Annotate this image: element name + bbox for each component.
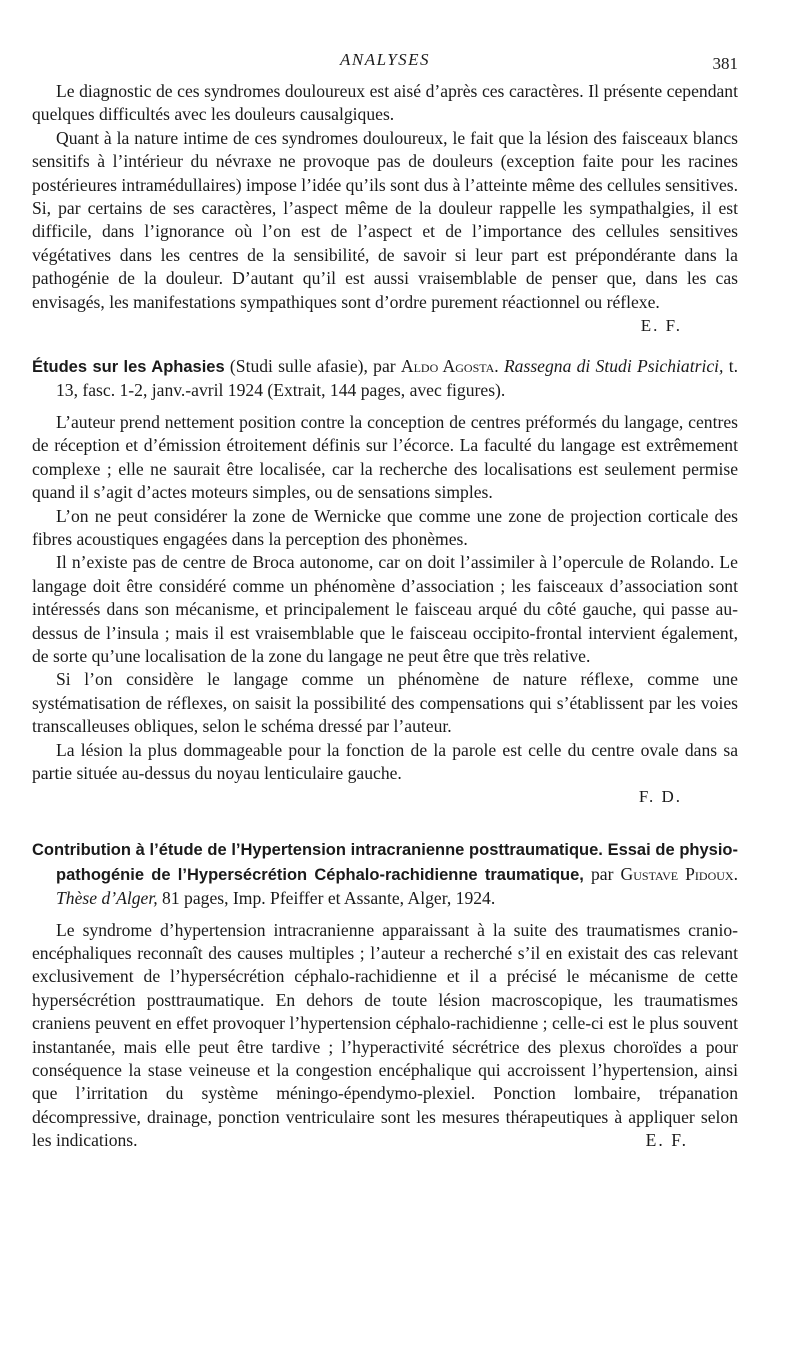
article-details: t. 13, fasc. 1-2, janv.-avril 1924 (Extrait, 144 pages, avec figures).: [56, 356, 738, 401]
signature: E. F.: [640, 316, 682, 336]
article-title-bold: Études sur les Aphasies: [32, 358, 225, 377]
section-continuation: [32, 80, 738, 337]
page-header: [32, 50, 738, 80]
body-paragraph-text: Le syndrome d’hypertension intracranienne apparaissant à la suite des traumatismes cranio-encéphaliques reconnaît des causes multiples ; l’auteur a recherché s’il en existait des cas relevant exclusivement de l’hypersécrétion céphalo-rachidienne et il a précisé le mécanisme de cette hypersécrétion posttraumatique. En dehors de toute lésion macroscopique, les traumatismes craniens peuvent en effet provoquer l’hypertension céphalo-rachidienne ; celle-ci est le plus souvent instantanée, mais elle peut être tardive ; l’hyperactivité sécrétrice des plexus choroïdes a pour conséquence la stase veineuse et la congestion encéphalique qui accroissent l’hypertension, ainsi que l’irritation du système méningo-épendymo-plexiel. Ponction lombaire, trépanation décompressive, drainage, ponction ventriculaire sont les mesures thérapeutiques à appliquer selon les indications.: [32, 919, 738, 1151]
body-paragraph: Si l’on considère le langage comme un phénomène de nature réflexe, comme une systématisation de réflexes, on saisit la possibilité des compensations qui s’établissent par les voies transcalleuses obliques, selon le schéma dressé par l’auteur.: [32, 669, 738, 737]
article-journal: Rassegna di Studi Psichiatrici,: [503, 356, 724, 377]
page-number: 381: [712, 54, 738, 73]
article-title-rest: par: [590, 863, 614, 884]
article-author: Gustave Pidoux.: [620, 863, 738, 884]
body-paragraph: Le diagnostic de ces syndromes douloureux est aisé d’après ces caractères. Il présente cependant quelques difficultés avec les douleurs causalgiques.: [32, 81, 738, 125]
page: [32, 50, 738, 1153]
article-thesis: Thèse d’Alger,: [56, 888, 158, 909]
article-title-bold: Contribution à l’étude de l’Hypertension intracranienne posttraumatique. Essai de physio-pathogénie de l’Hypersécrétion Céphalo-rachidienne traumatique,: [32, 841, 738, 884]
body-paragraph: L’on ne peut considérer la zone de Wernicke que comme une zone de projection corticale des fibres acoustiques engagées dans la perception des phonèmes.: [32, 505, 738, 549]
article-title: [32, 838, 738, 910]
article-author: Aldo Agosta.: [400, 356, 499, 377]
signature: F. D.: [638, 787, 682, 807]
body-paragraph: L’auteur prend nettement position contre la conception de centres préformés du langage, centres de réception et d’émission étroitement définis sur l’écorce. La faculté du langage est extrêmement complexe ; elle ne saurait être localisée, car la recherche des localisations est seulement permise quand il s’agit d’actes moteurs simples, ou de sensations simples.: [32, 411, 738, 503]
body-paragraph: Quant à la nature intime de ces syndromes douloureux, le fait que la lésion des faisceaux blancs sensitifs à l’intérieur du névraxe ne provoque pas de douleurs (exception faite pour les racines postérieures intramédullaires) impose l’idée qu’ils sont dus à l’atteinte même des cellules sensitives. Si, par certains de ses caractères, l’aspect même de la douleur rappelle les sympathalgies, il est difficile, dans l’ignorance où l’on est de l’aspect et de l’importance des cellules sensitives végétatives dans les centres de la sensibilité, de savoir si leur part est prépondérante dans la pathogénie de la douleur. D’autant qu’il est aussi vraisemblable de penser que, dans les cas envisagés, les manifestations sympathiques sont d’ordre purement réactionnel ou réflexe.: [32, 127, 739, 312]
body-paragraph: Il n’existe pas de centre de Broca autonome, car on doit l’assimiler à l’opercule de Rolando. Le langage doit être considéré comme un phénomène d’association ; les faisceaux d’association sont intéressés dans son mécanisme, et principalement le faisceau arqué du côté gauche, qui passe au-dessus de l’insula ; mais il est vraisemblable que le faisceau occipito-frontal intervient également, de sorte qu’une localisation de la zone du langage ne peut être que très relative.: [32, 552, 738, 666]
article-aphasies: [32, 355, 738, 808]
article-title-rest: (Studi sulle afasie), par: [229, 356, 396, 377]
body-paragraph: [32, 919, 738, 1153]
article-hypertension: [32, 838, 738, 1152]
article-title: [32, 355, 738, 403]
body-paragraph: La lésion la plus dommageable pour la fonction de la parole est celle du centre ovale dans sa partie située au-dessus du noyau lenticulaire gauche.: [32, 739, 738, 783]
running-head: ANALYSES: [339, 50, 431, 69]
article-details: 81 pages, Imp. Pfeiffer et Assante, Alger, 1924.: [162, 888, 496, 909]
signature: E. F.: [645, 1130, 688, 1151]
